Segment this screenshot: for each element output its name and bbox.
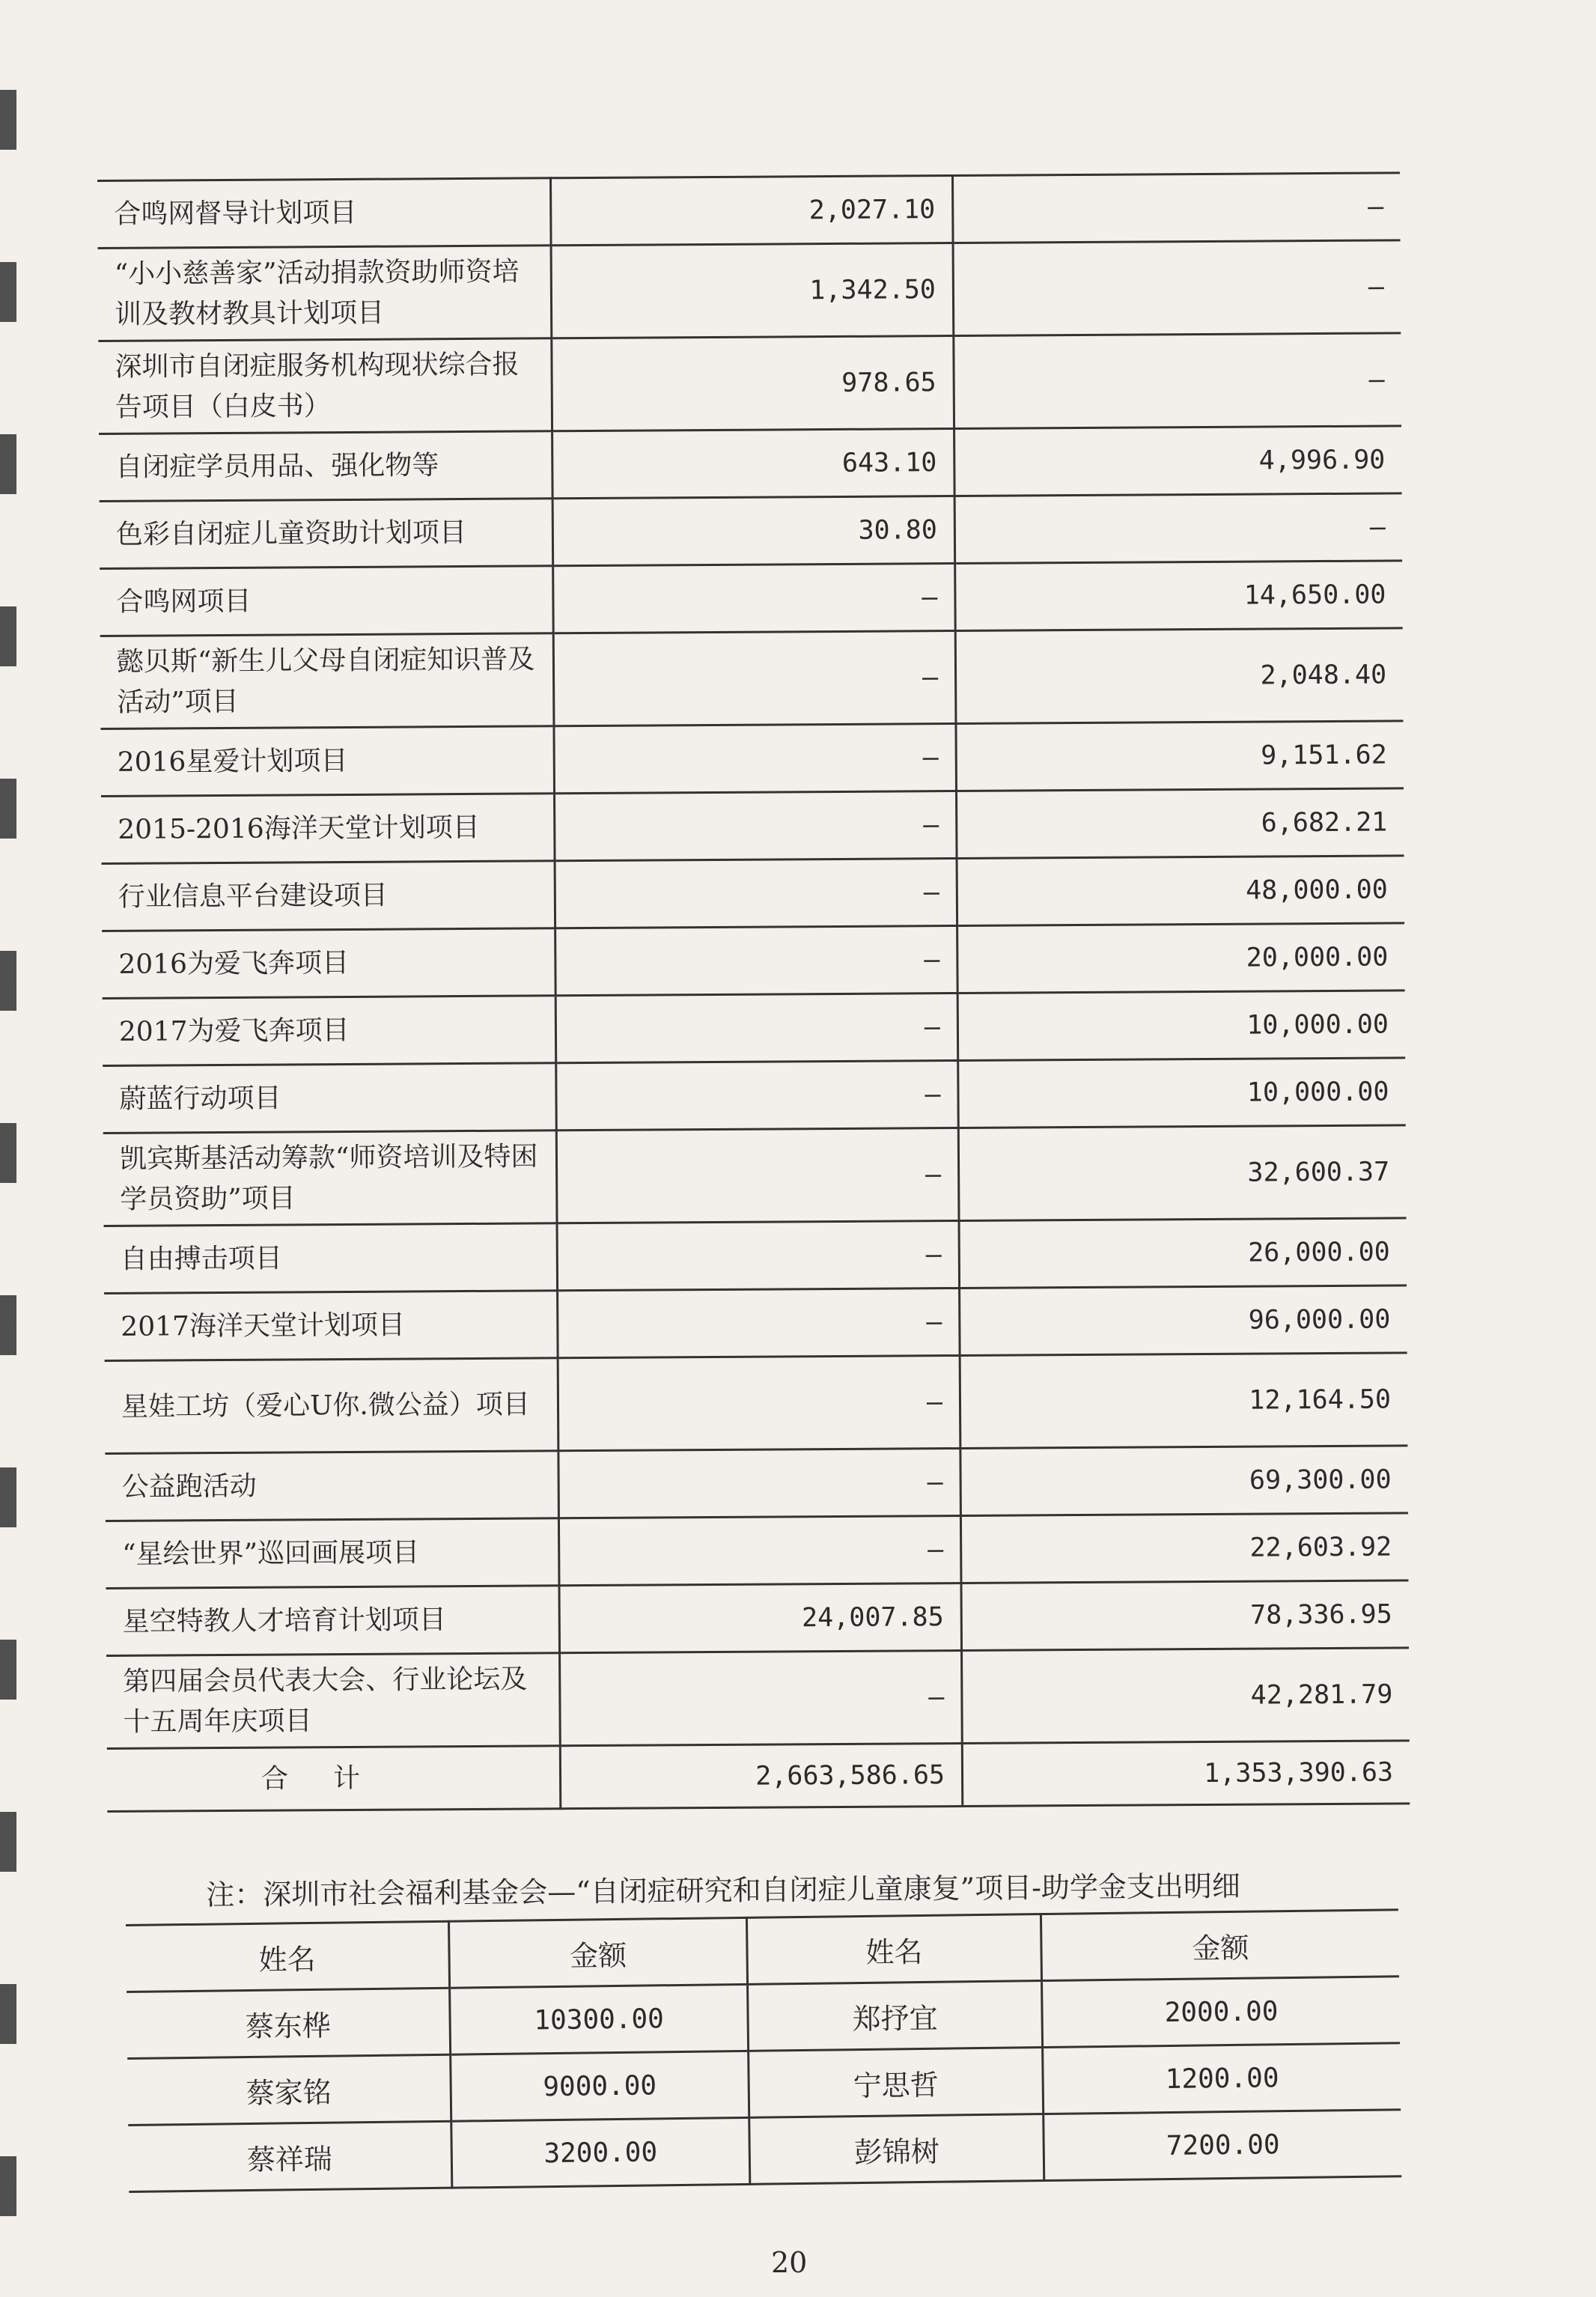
total-row	[107, 1741, 1410, 1812]
student-name: 郑抒宜	[748, 1981, 1043, 2051]
header-name-1: 姓名	[126, 1921, 450, 1992]
table-row	[103, 991, 1406, 1066]
project-name: “小小慈善家”活动捐款资助师资培训及教材教具计划项目	[98, 246, 552, 341]
table-row	[105, 1446, 1408, 1521]
current-amount: –	[555, 926, 958, 996]
project-name: 2017为爱飞奔项目	[103, 996, 556, 1066]
header-amount-1: 金额	[448, 1917, 747, 1988]
project-name: 2016星爱计划项目	[100, 726, 554, 797]
current-amount: –	[553, 564, 956, 633]
table-row	[100, 493, 1403, 569]
project-name: 色彩自闭症儿童资助计划项目	[100, 499, 553, 569]
previous-amount: 12,164.50	[960, 1353, 1407, 1449]
table-row	[102, 923, 1405, 999]
project-name: 2016为爱飞奔项目	[102, 928, 555, 999]
previous-amount: –	[954, 333, 1401, 429]
student-amount: 3200.00	[451, 2117, 750, 2188]
student-amount: 9000.00	[451, 2051, 749, 2121]
student-name: 彭锦树	[749, 2114, 1044, 2185]
current-amount: –	[555, 994, 958, 1063]
table-row	[103, 1058, 1406, 1134]
current-amount: –	[557, 1220, 960, 1290]
previous-amount: 48,000.00	[957, 856, 1404, 926]
scholarship-table	[126, 1908, 1401, 2193]
current-amount: –	[560, 1650, 963, 1745]
project-name: 深圳市自闭症服务机构现状综合报告项目（白皮书）	[98, 338, 552, 434]
table-row	[99, 426, 1402, 502]
previous-amount: –	[952, 173, 1400, 243]
project-name: 懿贝斯“新生儿父母自闭症知识普及活动”项目	[100, 633, 554, 729]
previous-amount: 32,600.37	[958, 1125, 1406, 1221]
current-amount: 2,027.10	[550, 176, 953, 246]
previous-amount: 42,281.79	[962, 1648, 1410, 1744]
project-name: 蔚蓝行动项目	[103, 1063, 556, 1134]
total-previous-amount: 1,353,390.63	[962, 1741, 1410, 1807]
previous-amount: 96,000.00	[960, 1286, 1407, 1356]
project-name: 自闭症学员用品、强化物等	[99, 431, 552, 502]
total-label: 合计	[107, 1746, 561, 1812]
project-name: 2017海洋天堂计划项目	[104, 1291, 558, 1361]
table-note: 注：深圳市社会福利基金会—“自闭症研究和自闭症儿童康复”项目-助学金支出明细	[206, 1869, 1241, 1911]
student-name: 宁思哲	[749, 2048, 1044, 2118]
current-amount: –	[558, 1515, 961, 1585]
total-current-amount: 2,663,586.65	[560, 1743, 963, 1808]
current-amount: 30.80	[552, 496, 955, 566]
header-amount-2: 金额	[1041, 1910, 1399, 1981]
current-amount: –	[554, 724, 957, 794]
current-amount: –	[558, 1355, 960, 1450]
current-amount: 978.65	[552, 336, 954, 431]
page-number: 20	[771, 2246, 808, 2279]
project-name: 合鸣网督导计划项目	[97, 178, 551, 249]
student-amount: 7200.00	[1044, 2110, 1402, 2181]
project-name: 自由搏击项目	[104, 1223, 558, 1294]
table-row	[103, 1125, 1407, 1226]
project-name: 公益跑活动	[105, 1451, 558, 1521]
previous-amount: 20,000.00	[957, 923, 1405, 994]
previous-amount: 10,000.00	[958, 1058, 1406, 1128]
table-row	[102, 856, 1405, 931]
student-amount: 10300.00	[450, 1984, 749, 2054]
project-name: 第四届会员代表大会、行业论坛及十五周年庆项目	[106, 1653, 560, 1749]
student-name: 蔡祥瑞	[128, 2121, 452, 2191]
table-row	[104, 1218, 1407, 1294]
previous-amount: 22,603.92	[960, 1513, 1408, 1583]
project-name: 行业信息平台建设项目	[102, 861, 555, 931]
project-expense-table	[97, 171, 1410, 1813]
project-name: 2015-2016海洋天堂计划项目	[101, 794, 555, 864]
current-amount: –	[556, 1060, 959, 1130]
previous-amount: 10,000.00	[957, 991, 1405, 1061]
table-row	[100, 561, 1403, 636]
table-row	[106, 1580, 1409, 1656]
previous-amount: 4,996.90	[954, 426, 1402, 496]
previous-amount: 6,682.21	[957, 788, 1404, 859]
previous-amount: –	[953, 240, 1401, 336]
table-row	[104, 1286, 1407, 1361]
previous-amount: 26,000.00	[959, 1218, 1407, 1289]
table-row	[106, 1513, 1409, 1589]
project-name: 星娃工坊（爱心U你.微公益）项目	[105, 1358, 558, 1454]
current-amount: 24,007.85	[559, 1583, 962, 1652]
project-name: 星空特教人才培育计划项目	[106, 1586, 559, 1656]
project-name: 凯宾斯基活动筹款“师资培训及特困学员资助”项目	[103, 1131, 557, 1226]
current-amount: –	[558, 1288, 960, 1357]
binding-edge	[0, 0, 16, 2297]
student-name: 蔡家铭	[127, 2054, 451, 2125]
table-row	[100, 721, 1404, 797]
previous-amount: 78,336.95	[961, 1580, 1409, 1651]
table-row	[105, 1353, 1408, 1454]
student-name: 蔡东桦	[127, 1988, 451, 2058]
current-amount: 1,342.50	[551, 243, 954, 338]
current-amount: 643.10	[552, 429, 955, 499]
current-amount: –	[556, 1128, 959, 1223]
project-name: “星绘世界”巡回画展项目	[106, 1518, 559, 1589]
table-row	[101, 788, 1404, 864]
current-amount: –	[555, 859, 957, 928]
table-row	[98, 333, 1401, 434]
previous-amount: 9,151.62	[956, 721, 1404, 791]
current-amount: –	[555, 791, 957, 861]
current-amount: –	[553, 631, 956, 726]
header-name-2: 姓名	[746, 1914, 1041, 1985]
table-row	[98, 240, 1401, 341]
table-row	[97, 173, 1401, 249]
student-amount: 2000.00	[1042, 1977, 1401, 2048]
project-name: 合鸣网项目	[100, 566, 553, 636]
previous-amount: 69,300.00	[960, 1446, 1408, 1516]
table-row	[106, 1648, 1410, 1749]
previous-amount: 2,048.40	[955, 628, 1403, 724]
student-amount: 1200.00	[1043, 2043, 1401, 2114]
previous-amount: 14,650.00	[955, 561, 1403, 631]
previous-amount: –	[954, 493, 1402, 564]
current-amount: –	[558, 1448, 961, 1518]
table-row	[100, 628, 1404, 729]
